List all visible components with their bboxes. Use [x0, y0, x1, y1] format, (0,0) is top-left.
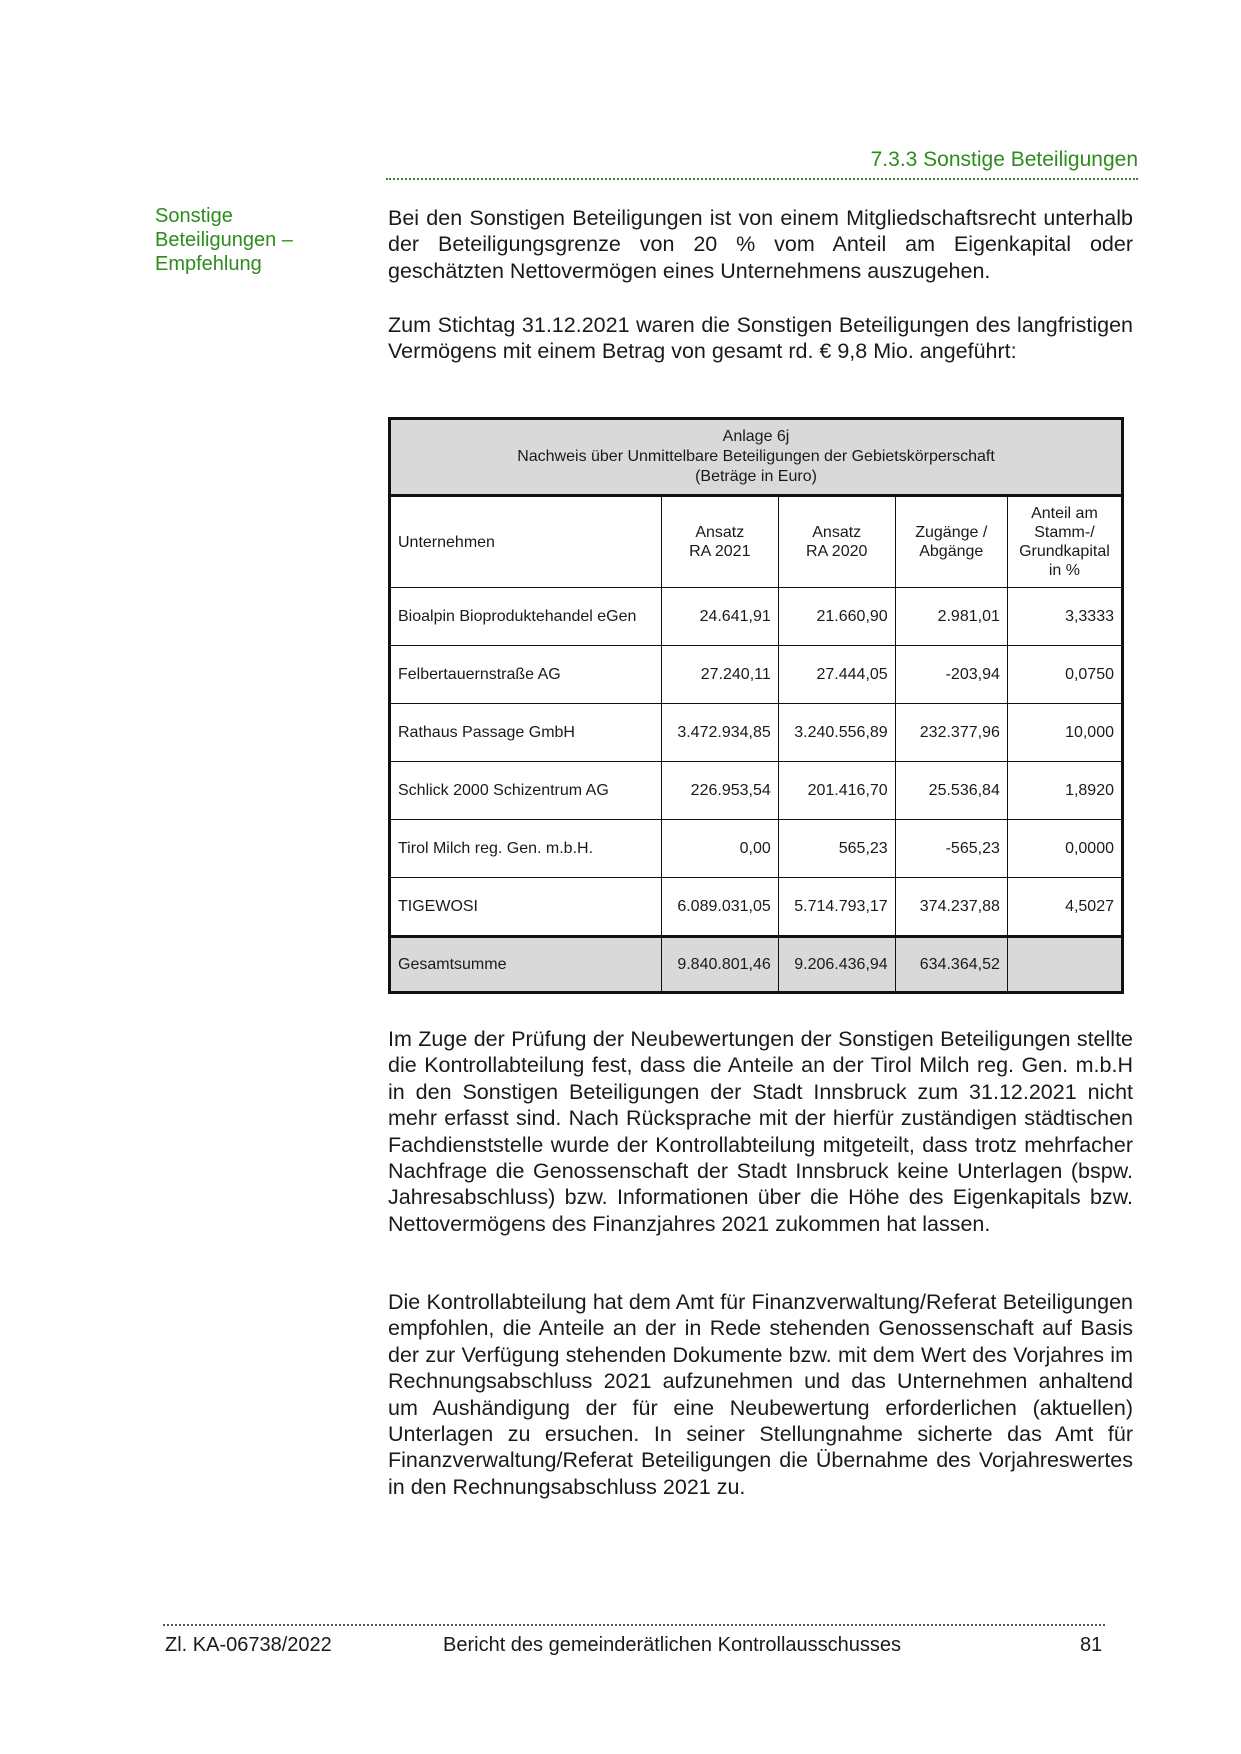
header-line: RA 2021	[689, 543, 751, 560]
cell-change: -203,94	[895, 646, 1007, 704]
cell-ra2021: 3.472.934,85	[661, 704, 778, 762]
header-company: Unternehmen	[390, 496, 662, 588]
paragraph-finding: Im Zuge der Prüfung der Neubewertungen der Sonstigen Beteiligungen stellte die Kontrollabteilung fest, dass die Anteile an der Tirol Milch reg. Gen. m.b.H in den Sonstigen Beteiligungen der Stadt Innsbruck zum 31.12.2021 nicht mehr erfasst sind. Nach Rücksprache mit der hierfür zuständigen städtischen Fachdienststelle wurde der Kontrollabteilung mitgeteilt, dass trotz mehrfacher Nachfrage die Genossenschaft der Stadt Innsbruck keine Unterlagen (bspw. Jahresabschluss) bzw. Informationen über die Höhe des Eigenkapitals bzw. Nettovermögens des Finanzjahres 2021 zukommen hat lassen.	[388, 1027, 1133, 1236]
header-line: Anteil am	[1031, 505, 1098, 522]
page-number: 81	[1080, 1634, 1103, 1656]
header-line: Zugänge /	[915, 524, 988, 541]
cell-share: 1,8920	[1007, 762, 1122, 820]
cell-ra2021: 226.953,54	[661, 762, 778, 820]
cell-change: 232.377,96	[895, 704, 1007, 762]
footer-divider	[163, 1624, 1105, 1626]
margin-note-line: Sonstige	[155, 205, 233, 227]
header-line: in %	[1048, 562, 1080, 579]
table-row	[390, 588, 1123, 646]
table-header-row	[390, 496, 1123, 588]
cell-ra2021: 6.089.031,05	[661, 878, 778, 937]
cell-ra2020: 3.240.556,89	[778, 704, 895, 762]
cell-ra2020: 565,23	[778, 820, 895, 878]
footer-title: Bericht des gemeinderätlichen Kontrollausschusses	[443, 1634, 902, 1656]
total-ra2021: 9.840.801,46	[661, 937, 778, 993]
total-change: 634.364,52	[895, 937, 1007, 993]
margin-note-line: Empfehlung	[155, 253, 262, 275]
cell-ra2020: 21.660,90	[778, 588, 895, 646]
header-ra2021	[661, 496, 778, 588]
table-row	[390, 704, 1123, 762]
total-ra2020: 9.206.436,94	[778, 937, 895, 993]
cell-share: 0,0000	[1007, 820, 1122, 878]
header-line: Abgänge	[919, 543, 984, 560]
cell-share: 10,000	[1007, 704, 1122, 762]
cell-ra2020: 27.444,05	[778, 646, 895, 704]
cell-share: 0,0750	[1007, 646, 1122, 704]
table-row	[390, 646, 1123, 704]
margin-note	[155, 204, 355, 276]
table-caption-line: Anlage 6j	[722, 428, 790, 445]
cell-company: Schlick 2000 Schizentrum AG	[390, 762, 662, 820]
investments-table	[388, 417, 1124, 994]
cell-company: Tirol Milch reg. Gen. m.b.H.	[390, 820, 662, 878]
cell-change: -565,23	[895, 820, 1007, 878]
table-caption-line: (Beträge in Euro)	[695, 468, 817, 485]
header-change	[895, 496, 1007, 588]
cell-ra2020: 201.416,70	[778, 762, 895, 820]
cell-ra2021: 24.641,91	[661, 588, 778, 646]
cell-ra2021: 0,00	[661, 820, 778, 878]
cell-company: Felbertauernstraße AG	[390, 646, 662, 704]
header-line: Ansatz	[812, 524, 862, 541]
section-heading: 7.3.3 Sonstige Beteiligungen	[386, 146, 1138, 180]
total-share	[1007, 937, 1122, 993]
paragraph-recommendation: Die Kontrollabteilung hat dem Amt für Finanzverwaltung/Referat Beteiligungen empfohlen, die Anteile an der in Rede stehenden Genossenschaft auf Basis der zur Verfügung stehenden Dokumente bzw. mit dem Wert des Vorjahres im Rechnungsabschluss 2021 aufzunehmen und das Unternehmen anhaltend um Aushändigung der für eine Neubewertung erforderlichen (aktuellen) Unterlagen zu ersuchen. In seiner Stellungnahme sicherte das Amt für Finanzverwaltung/Referat Beteiligungen die Übernahme des Vorjahreswertes in den Rechnungsabschluss 2021 zu.	[388, 1290, 1133, 1499]
table-caption	[390, 419, 1123, 496]
footer-reference: Zl. KA-06738/2022	[165, 1634, 332, 1656]
table-row	[390, 820, 1123, 878]
cell-company: Rathaus Passage GmbH	[390, 704, 662, 762]
paragraph-definition: Bei den Sonstigen Beteiligungen ist von einem Mitgliedschaftsrecht unterhalb der Beteiligungsgrenze von 20 % vom Anteil am Eigenkapital oder geschätzten Nettovermögen eines Unternehmens auszugehen.	[388, 206, 1133, 283]
cell-change: 2.981,01	[895, 588, 1007, 646]
cell-company: TIGEWOSI	[390, 878, 662, 937]
paragraph-reporting-date: Zum Stichtag 31.12.2021 waren die Sonstigen Beteiligungen des langfristigen Vermögens mit einem Betrag von gesamt rd. € 9,8 Mio. angeführt:	[388, 313, 1133, 364]
cell-company: Bioalpin Bioproduktehandel eGen	[390, 588, 662, 646]
table-caption-line: Nachweis über Unmittelbare Beteiligungen der Gebietskörperschaft	[517, 448, 995, 465]
cell-ra2021: 27.240,11	[661, 646, 778, 704]
total-label: Gesamtsumme	[390, 937, 662, 993]
header-line: Stamm-/	[1034, 524, 1095, 541]
header-line: Grundkapital	[1019, 543, 1110, 560]
header-line: RA 2020	[806, 543, 868, 560]
table-total-row	[390, 937, 1123, 993]
cell-change: 374.237,88	[895, 878, 1007, 937]
cell-share: 3,3333	[1007, 588, 1122, 646]
table-row	[390, 762, 1123, 820]
header-ra2020	[778, 496, 895, 588]
cell-share: 4,5027	[1007, 878, 1122, 937]
margin-note-line: Beteiligungen –	[155, 229, 293, 251]
header-line: Ansatz	[695, 524, 745, 541]
header-share	[1007, 496, 1122, 588]
table-row	[390, 878, 1123, 937]
cell-change: 25.536,84	[895, 762, 1007, 820]
cell-ra2020: 5.714.793,17	[778, 878, 895, 937]
